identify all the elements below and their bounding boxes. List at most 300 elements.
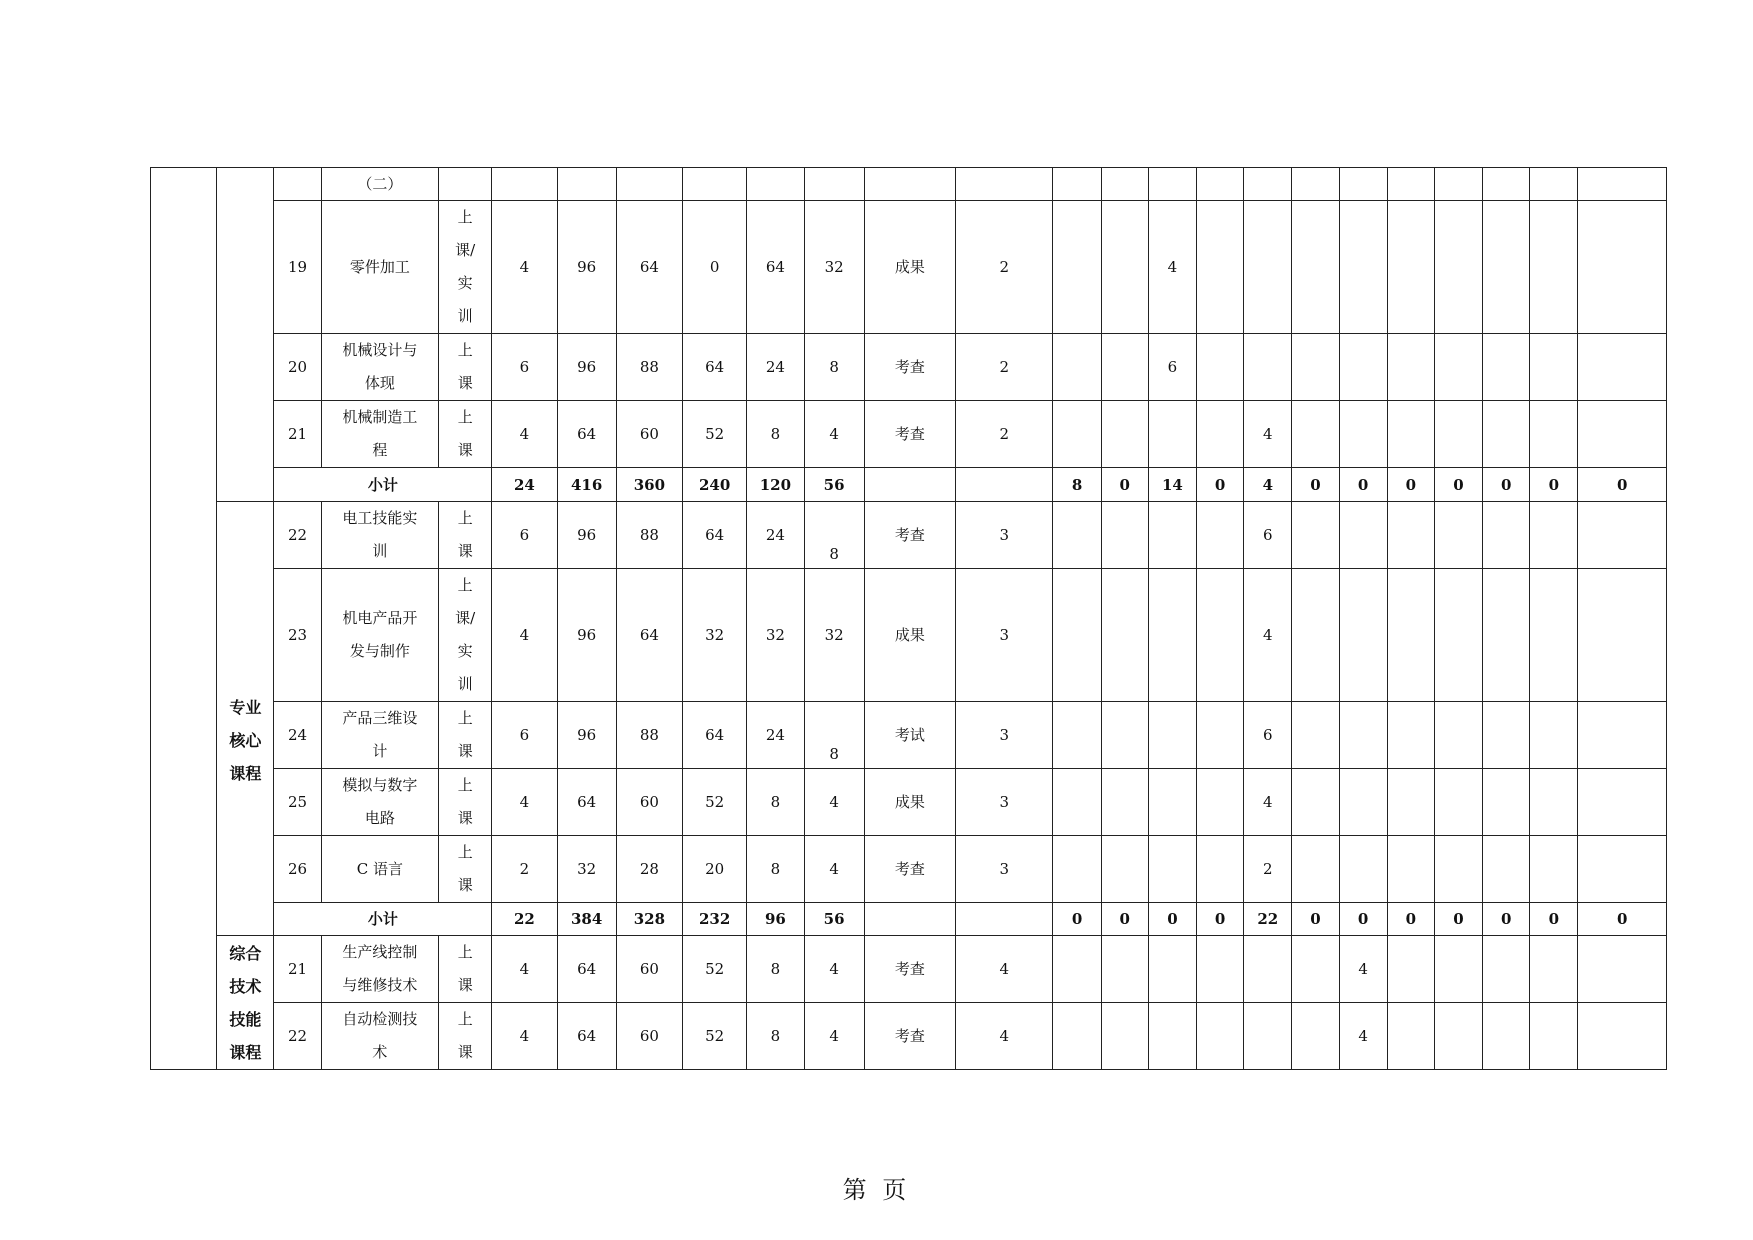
table-cell: 0 — [1530, 468, 1578, 502]
table-cell — [1530, 401, 1578, 468]
table-cell — [1292, 936, 1339, 1003]
table-row — [151, 502, 1667, 569]
course-schedule-table — [150, 167, 1667, 1070]
teaching-mode: 上 课/ 实 训 — [439, 201, 492, 334]
table-cell — [1483, 502, 1530, 569]
table-cell — [1578, 702, 1667, 769]
table-cell — [1101, 936, 1148, 1003]
table-cell — [1292, 769, 1339, 836]
table-cell — [1434, 334, 1482, 401]
table-cell — [1578, 401, 1667, 468]
course-name: 零件加工 — [321, 201, 438, 334]
table-cell — [1197, 502, 1244, 569]
course-name: 机电产品开 发与制作 — [321, 569, 438, 702]
course-no: 24 — [274, 702, 321, 769]
table-cell — [1101, 168, 1148, 201]
course-no: 25 — [274, 769, 321, 836]
table-cell — [616, 168, 682, 201]
table-cell — [1339, 201, 1387, 334]
table-cell: 32 — [804, 201, 864, 334]
table-cell — [1197, 334, 1244, 401]
table-cell — [1101, 769, 1148, 836]
table-cell — [1530, 936, 1578, 1003]
table-cell: 0 — [1530, 903, 1578, 936]
table-cell: 8 — [804, 502, 864, 569]
course-name: 机械制造工 程 — [321, 401, 438, 468]
table-cell: 4 — [492, 201, 557, 334]
table-cell: 0 — [1483, 468, 1530, 502]
table-cell — [1101, 1003, 1148, 1070]
table-cell: 4 — [804, 769, 864, 836]
course-no: 21 — [274, 936, 321, 1003]
table-cell — [1483, 569, 1530, 702]
table-cell — [1339, 769, 1387, 836]
table-cell: 0 — [1148, 903, 1196, 936]
assessment: 成果 — [864, 769, 955, 836]
table-row — [151, 334, 1667, 401]
table-cell — [1197, 1003, 1244, 1070]
table-cell — [1244, 201, 1292, 334]
table-cell — [1053, 168, 1101, 201]
table-cell: 0 — [1483, 903, 1530, 936]
table-row — [151, 401, 1667, 468]
table-cell: 6 — [492, 702, 557, 769]
table-cell — [1483, 334, 1530, 401]
table-row — [151, 1003, 1667, 1070]
table-cell: 4 — [1339, 936, 1387, 1003]
table-cell — [1530, 769, 1578, 836]
table-cell: 14 — [1148, 468, 1196, 502]
table-cell — [1578, 502, 1667, 569]
course-name: 电工技能实 训 — [321, 502, 438, 569]
table-cell: 64 — [557, 769, 616, 836]
table-cell — [1292, 201, 1339, 334]
table-cell: 60 — [616, 1003, 682, 1070]
course-no: 20 — [274, 334, 321, 401]
table-cell — [1530, 569, 1578, 702]
table-cell — [1387, 769, 1434, 836]
table-cell: 232 — [683, 903, 747, 936]
table-cell: 28 — [616, 836, 682, 903]
table-cell — [1578, 936, 1667, 1003]
table-cell: 64 — [557, 401, 616, 468]
table-cell — [1197, 569, 1244, 702]
term: 3 — [956, 569, 1053, 702]
table-cell — [1292, 569, 1339, 702]
category-comprehensive: 综合 技术 技能 课程 — [217, 936, 274, 1070]
table-cell — [1530, 702, 1578, 769]
table-cell — [1292, 168, 1339, 201]
table-cell: 24 — [747, 702, 804, 769]
teaching-mode: 上 课/ 实 训 — [439, 569, 492, 702]
table-cell — [1483, 769, 1530, 836]
course-no: 19 — [274, 201, 321, 334]
assessment: 考查 — [864, 1003, 955, 1070]
table-cell — [1434, 201, 1482, 334]
table-cell — [439, 168, 492, 201]
table-cell — [1387, 1003, 1434, 1070]
table-cell — [1387, 569, 1434, 702]
table-cell — [1101, 201, 1148, 334]
table-cell: 4 — [1148, 201, 1196, 334]
table-cell — [1483, 702, 1530, 769]
table-cell — [1578, 769, 1667, 836]
teaching-mode: 上 课 — [439, 702, 492, 769]
table-cell: 96 — [557, 334, 616, 401]
table-row — [151, 168, 1667, 201]
table-cell: 60 — [616, 401, 682, 468]
table-cell — [1387, 334, 1434, 401]
table-cell: 0 — [1578, 468, 1667, 502]
table-cell: 2 — [1244, 836, 1292, 903]
table-cell — [1434, 836, 1482, 903]
teaching-mode: 上 课 — [439, 836, 492, 903]
course-name: 产品三维设 计 — [321, 702, 438, 769]
course-no: 22 — [274, 1003, 321, 1070]
table-cell: 52 — [683, 936, 747, 1003]
table-cell: 384 — [557, 903, 616, 936]
table-cell — [1387, 836, 1434, 903]
table-cell — [1530, 168, 1578, 201]
table-cell: 0 — [1387, 903, 1434, 936]
table-cell: 88 — [616, 334, 682, 401]
table-cell — [1148, 836, 1196, 903]
table-cell — [1339, 401, 1387, 468]
table-cell — [1434, 569, 1482, 702]
table-cell — [1578, 201, 1667, 334]
table-cell — [1292, 334, 1339, 401]
table-cell — [1483, 401, 1530, 468]
table-cell — [1339, 334, 1387, 401]
table-cell — [1578, 168, 1667, 201]
table-cell — [1434, 502, 1482, 569]
table-cell: 96 — [557, 201, 616, 334]
table-cell — [1292, 836, 1339, 903]
table-cell: 0 — [683, 201, 747, 334]
table-cell — [956, 468, 1053, 502]
course-no: 21 — [274, 401, 321, 468]
table-cell — [1101, 334, 1148, 401]
table-cell — [1387, 168, 1434, 201]
term: 3 — [956, 502, 1053, 569]
table-row — [151, 836, 1667, 903]
term: 2 — [956, 401, 1053, 468]
table-cell — [1530, 502, 1578, 569]
table-cell — [1101, 502, 1148, 569]
table-cell — [1339, 569, 1387, 702]
table-cell — [864, 903, 955, 936]
table-cell — [1148, 702, 1196, 769]
table-cell — [1292, 1003, 1339, 1070]
table-cell: 56 — [804, 903, 864, 936]
assessment: 考试 — [864, 702, 955, 769]
table-cell — [1053, 836, 1101, 903]
assessment: 成果 — [864, 201, 955, 334]
table-cell: 64 — [747, 201, 804, 334]
table-cell: 4 — [492, 936, 557, 1003]
table-cell: 0 — [1292, 903, 1339, 936]
table-cell: 0 — [1101, 468, 1148, 502]
teaching-mode: 上 课 — [439, 502, 492, 569]
table-cell — [1339, 836, 1387, 903]
term: 3 — [956, 769, 1053, 836]
table-cell — [492, 168, 557, 201]
assessment: 考查 — [864, 936, 955, 1003]
teaching-mode: 上 课 — [439, 401, 492, 468]
table-cell — [1197, 836, 1244, 903]
table-cell: 32 — [557, 836, 616, 903]
table-cell: 6 — [1244, 702, 1292, 769]
table-cell — [1197, 401, 1244, 468]
course-no: 23 — [274, 569, 321, 702]
table-cell: 0 — [1339, 468, 1387, 502]
table-cell — [1339, 168, 1387, 201]
table-cell: 360 — [616, 468, 682, 502]
table-cell: 4 — [1244, 769, 1292, 836]
table-cell: 8 — [747, 769, 804, 836]
term: 4 — [956, 936, 1053, 1003]
table-cell — [747, 168, 804, 201]
table-cell — [1148, 502, 1196, 569]
table-cell — [1483, 936, 1530, 1003]
table-cell: 32 — [804, 569, 864, 702]
subtotal-label: 小计 — [274, 468, 492, 502]
teaching-mode: 上 课 — [439, 1003, 492, 1070]
term: 3 — [956, 702, 1053, 769]
table-cell: 32 — [683, 569, 747, 702]
table-cell: 24 — [492, 468, 557, 502]
table-cell — [1292, 502, 1339, 569]
table-cell: 0 — [1387, 468, 1434, 502]
table-cell — [1387, 401, 1434, 468]
table-cell — [1101, 702, 1148, 769]
table-cell: 2 — [492, 836, 557, 903]
table-cell: 96 — [557, 502, 616, 569]
table-cell: 8 — [747, 401, 804, 468]
table-cell: 96 — [557, 702, 616, 769]
table-cell: 0 — [1292, 468, 1339, 502]
table-cell: 60 — [616, 769, 682, 836]
assessment: 考查 — [864, 401, 955, 468]
table-cell: 4 — [804, 836, 864, 903]
table-cell: 8 — [747, 1003, 804, 1070]
term: 4 — [956, 1003, 1053, 1070]
table-row — [151, 769, 1667, 836]
table-cell — [1101, 836, 1148, 903]
table-cell — [274, 168, 321, 201]
table-cell: 20 — [683, 836, 747, 903]
table-cell — [1434, 936, 1482, 1003]
table-cell — [1387, 502, 1434, 569]
subtotal-row — [151, 468, 1667, 502]
term: 3 — [956, 836, 1053, 903]
course-no: 22 — [274, 502, 321, 569]
table-cell — [1530, 1003, 1578, 1070]
table-cell: 24 — [747, 334, 804, 401]
table-row — [151, 569, 1667, 702]
table-row — [151, 936, 1667, 1003]
table-row — [151, 702, 1667, 769]
term: 2 — [956, 201, 1053, 334]
table-cell — [1530, 836, 1578, 903]
table-cell — [804, 168, 864, 201]
table-cell — [1197, 201, 1244, 334]
table-cell — [1244, 1003, 1292, 1070]
table-cell: 4 — [1244, 569, 1292, 702]
table-cell — [1197, 769, 1244, 836]
table-cell — [1197, 936, 1244, 1003]
course-name: 机械设计与 体现 — [321, 334, 438, 401]
course-no: 26 — [274, 836, 321, 903]
course-name: 模拟与数字 电路 — [321, 769, 438, 836]
table-cell — [956, 168, 1053, 201]
table-cell: 8 — [804, 334, 864, 401]
table-cell: 32 — [747, 569, 804, 702]
category-core: 专业 核心 课程 — [217, 502, 274, 936]
table-cell — [1292, 401, 1339, 468]
table-cell — [1197, 702, 1244, 769]
table-cell — [1053, 502, 1101, 569]
table-cell: 8 — [804, 702, 864, 769]
table-cell: 4 — [492, 401, 557, 468]
subtotal-label: 小计 — [274, 903, 492, 936]
table-cell: 6 — [1148, 334, 1196, 401]
table-row — [151, 201, 1667, 334]
course-name: 自动检测技 术 — [321, 1003, 438, 1070]
table-cell — [1434, 1003, 1482, 1070]
table-cell — [1530, 334, 1578, 401]
table-cell: 4 — [804, 401, 864, 468]
table-cell: 0 — [1197, 468, 1244, 502]
table-cell: 0 — [1101, 903, 1148, 936]
table-cell — [1434, 401, 1482, 468]
assessment: 考查 — [864, 502, 955, 569]
table-cell: 6 — [492, 334, 557, 401]
table-cell: 64 — [557, 1003, 616, 1070]
category-cell — [217, 168, 274, 502]
course-name-note: （二） — [321, 168, 438, 201]
assessment: 成果 — [864, 569, 955, 702]
table-cell — [1339, 702, 1387, 769]
table-cell: 8 — [747, 936, 804, 1003]
table-cell: 96 — [557, 569, 616, 702]
table-cell — [1434, 168, 1482, 201]
table-cell — [1244, 334, 1292, 401]
table-cell — [864, 468, 955, 502]
table-cell: 4 — [492, 569, 557, 702]
table-cell: 64 — [557, 936, 616, 1003]
table-cell: 4 — [1244, 468, 1292, 502]
table-cell: 4 — [492, 1003, 557, 1070]
table-cell — [1244, 936, 1292, 1003]
table-cell: 0 — [1434, 468, 1482, 502]
table-cell: 0 — [1197, 903, 1244, 936]
table-cell: 22 — [1244, 903, 1292, 936]
table-cell — [1053, 702, 1101, 769]
table-cell — [1387, 936, 1434, 1003]
table-cell: 4 — [804, 936, 864, 1003]
table-cell: 0 — [1053, 903, 1101, 936]
table-cell — [1530, 201, 1578, 334]
table-cell — [1148, 401, 1196, 468]
table-cell — [1339, 502, 1387, 569]
table-cell — [1434, 769, 1482, 836]
table-cell — [1148, 936, 1196, 1003]
table-cell — [557, 168, 616, 201]
course-name: C 语言 — [321, 836, 438, 903]
table-cell: 64 — [616, 201, 682, 334]
table-cell: 64 — [616, 569, 682, 702]
table-cell: 64 — [683, 502, 747, 569]
table-cell — [1387, 201, 1434, 334]
term: 2 — [956, 334, 1053, 401]
table-cell: 4 — [1339, 1003, 1387, 1070]
table-cell — [1197, 168, 1244, 201]
table-cell — [1434, 702, 1482, 769]
table-cell — [1101, 569, 1148, 702]
teaching-mode: 上 课 — [439, 334, 492, 401]
table-cell — [864, 168, 955, 201]
table-cell: 56 — [804, 468, 864, 502]
table-cell — [683, 168, 747, 201]
table-cell — [956, 903, 1053, 936]
assessment: 考查 — [864, 836, 955, 903]
table-cell — [1387, 702, 1434, 769]
table-cell: 96 — [747, 903, 804, 936]
table-cell: 0 — [1434, 903, 1482, 936]
table-cell: 88 — [616, 702, 682, 769]
table-cell: 120 — [747, 468, 804, 502]
table-cell: 0 — [1339, 903, 1387, 936]
table-cell: 8 — [1053, 468, 1101, 502]
table-cell — [1053, 936, 1101, 1003]
table-cell: 52 — [683, 1003, 747, 1070]
table-cell — [1578, 1003, 1667, 1070]
table-cell: 52 — [683, 401, 747, 468]
table-cell — [1053, 569, 1101, 702]
table-cell — [1148, 769, 1196, 836]
table-cell: 416 — [557, 468, 616, 502]
assessment: 考查 — [864, 334, 955, 401]
table-cell — [1148, 569, 1196, 702]
course-name: 生产线控制 与维修技术 — [321, 936, 438, 1003]
table-cell: 8 — [747, 836, 804, 903]
table-cell: 24 — [747, 502, 804, 569]
table-cell — [1483, 201, 1530, 334]
table-cell — [1053, 334, 1101, 401]
table-cell: 6 — [1244, 502, 1292, 569]
table-cell — [1053, 1003, 1101, 1070]
table-cell — [1292, 702, 1339, 769]
subtotal-row — [151, 903, 1667, 936]
table-cell: 22 — [492, 903, 557, 936]
table-cell: 52 — [683, 769, 747, 836]
table-cell — [1053, 401, 1101, 468]
outer-category-cell — [151, 168, 217, 1070]
table-cell — [1148, 1003, 1196, 1070]
table-cell — [1053, 201, 1101, 334]
page-footer: 第 页 — [842, 1176, 911, 1204]
table-cell: 4 — [1244, 401, 1292, 468]
table-cell — [1101, 401, 1148, 468]
table-cell: 64 — [683, 702, 747, 769]
table-cell — [1578, 334, 1667, 401]
table-cell: 4 — [492, 769, 557, 836]
table-cell: 6 — [492, 502, 557, 569]
table-cell: 88 — [616, 502, 682, 569]
teaching-mode: 上 课 — [439, 936, 492, 1003]
table-cell: 60 — [616, 936, 682, 1003]
